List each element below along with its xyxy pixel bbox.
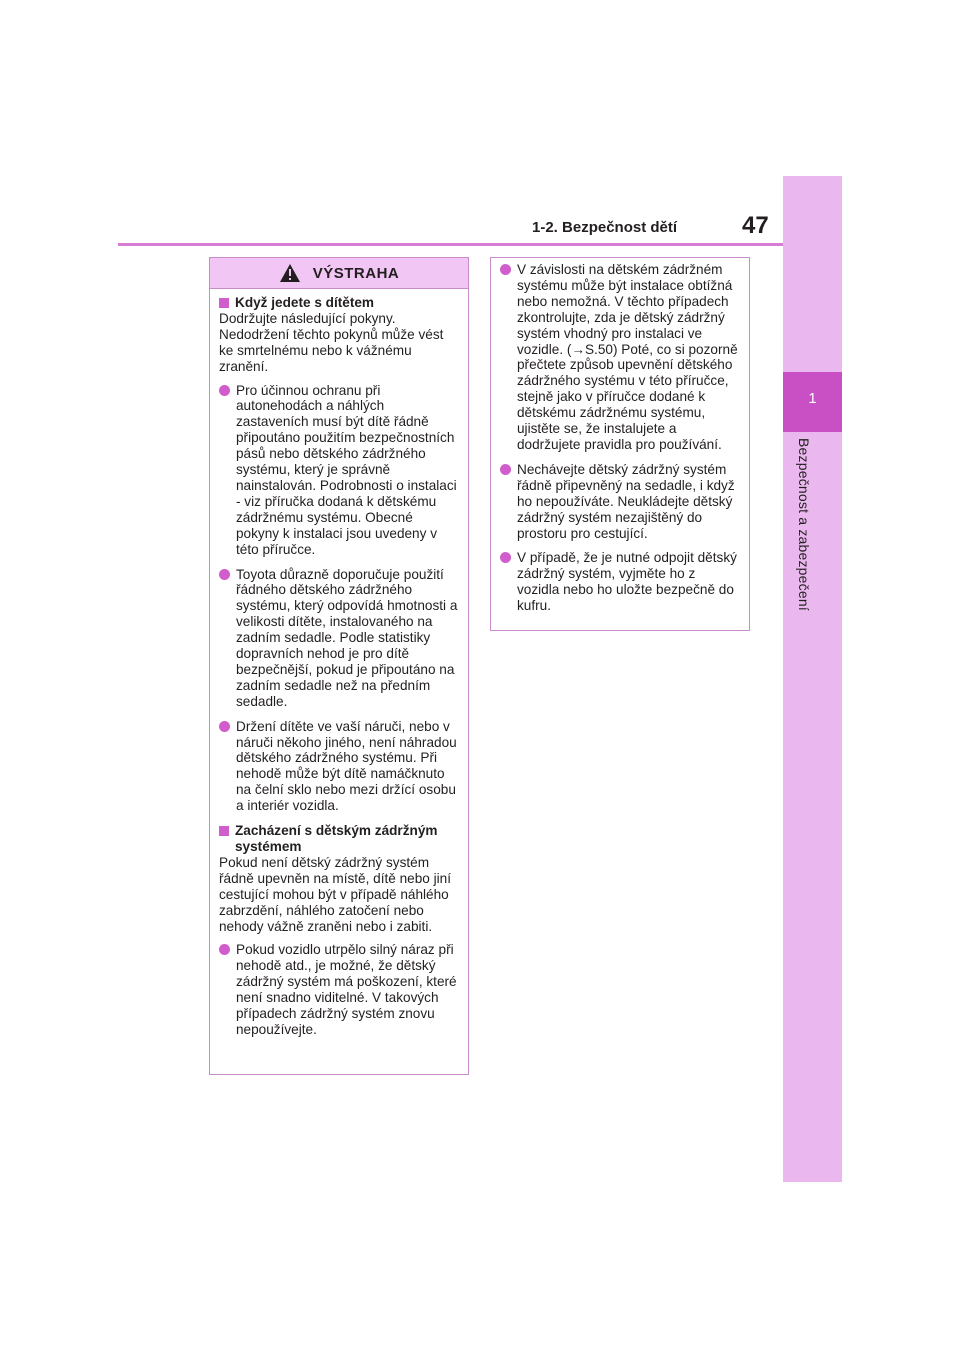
section-title: 1-2. Bezpečnost dětí xyxy=(532,219,678,236)
section-heading xyxy=(219,295,458,311)
warning-box xyxy=(209,257,469,1075)
list-item-text: V případě, že je nutné odpojit dětský zádržný systém, vyjměte ho z vozidla nebo ho uložte bezpečně do kufru. xyxy=(517,550,737,614)
square-bullet-icon xyxy=(219,298,229,308)
section-heading-text: Když jedete s dítětem xyxy=(235,295,374,310)
round-bullet-icon xyxy=(500,552,511,563)
list-item-text: Držení dítěte ve vaší náruči, nebo v náruči někoho jiného, není náhradou dětského zádržného systému. Při nehodě může být dítě namáčknuto na čelní sklo nebo mezi držící osobu a interiér vozidla. xyxy=(236,718,457,814)
round-bullet-icon xyxy=(219,569,230,580)
list-item xyxy=(500,550,739,614)
list-item xyxy=(219,942,458,1037)
list-item xyxy=(219,719,458,814)
warning-box-continued xyxy=(490,257,750,631)
section-heading xyxy=(219,823,458,855)
chapter-title: Bezpečnost a zabezpečení xyxy=(796,438,812,611)
header-divider xyxy=(118,243,783,246)
chapter-side-tab xyxy=(783,176,842,1182)
warning-body-left xyxy=(210,289,468,1053)
list-item xyxy=(219,567,458,710)
list-item-text: Toyota důrazně doporučuje použití řádného dětského zádržného systému, který odpovídá hmotnosti a velikosti dítěte, instalovaného na zadním sedadle. Podle statistiky dopravních nehod je pro dítě bezpečnější, pokud je připoutáno na zadním sedadle než na předním sedadle. xyxy=(236,566,458,709)
section-heading-text: Zacházení s dětským zádržným systémem xyxy=(235,823,438,854)
round-bullet-icon xyxy=(219,385,230,396)
list-item xyxy=(500,462,739,542)
section-intro: Dodržujte následující pokyny. Nedodržení těchto pokynů může vést ke smrtelnému nebo k vážnému zranění. xyxy=(219,310,444,374)
round-bullet-icon xyxy=(500,264,511,275)
warning-title: VÝSTRAHA xyxy=(312,264,400,282)
warning-triangle-icon xyxy=(279,263,301,283)
round-bullet-icon xyxy=(219,721,230,732)
round-bullet-icon xyxy=(219,944,230,955)
round-bullet-icon xyxy=(500,464,511,475)
list-item-text: V závislosti na dětském zádržném systému může být instalace obtížná nebo nemožná. V těchto případech zkontrolujte, zda je dětský zádržný systém vhodný pro instalaci ve vozidle. (→S.50) Poté, co si pozorně přečtete způsob upevnění dětského zádržného systému v této příručce, stejně jako v příručce dodané k dětskému zádržnému systému, ujistěte se, že instalujete a dodržujete pravidla pro používání. xyxy=(517,262,738,452)
section-intro: Pokud není dětský zádržný systém řádně upevněn na místě, dítě nebo jiní cestující mohou být v případě náhlého zabrzdění, náhlého zatočení nebo nehody vážně zraněni nebo i zabiti. xyxy=(219,854,452,934)
warning-body-right xyxy=(491,258,749,629)
list-item-text: Pokud vozidlo utrpělo silný náraz při nehodě atd., je možné, že dětský zádržný systém má poškození, které není snadno viditelné. V takových případech zádržný systém znovu nepoužívejte. xyxy=(236,942,457,1037)
list-item-text: Pro účinnou ochranu při autonehodách a náhlých zastaveních musí být dítě řádně připoutáno použitím bezpečnostních pásů nebo dětského zádržného systému, který je správně nainstalován. Podrobnosti o instalaci - viz příručka dodaná k dětskému zádržnému systému. Obecné pokyny k instalaci jsou uvedeny v této příručce. xyxy=(236,382,457,557)
chapter-number: 1 xyxy=(808,390,817,407)
page-number: 47 xyxy=(742,212,769,239)
list-item xyxy=(500,262,739,453)
list-item xyxy=(219,383,458,558)
list-item-text: Nechávejte dětský zádržný systém řádně připevněný na sedadle, i když ho nepoužíváte. Neukládejte dětský zádržný systém nezajištěný do prostoru pro cestující. xyxy=(517,461,735,541)
square-bullet-icon xyxy=(219,826,229,836)
warning-header xyxy=(210,258,468,289)
